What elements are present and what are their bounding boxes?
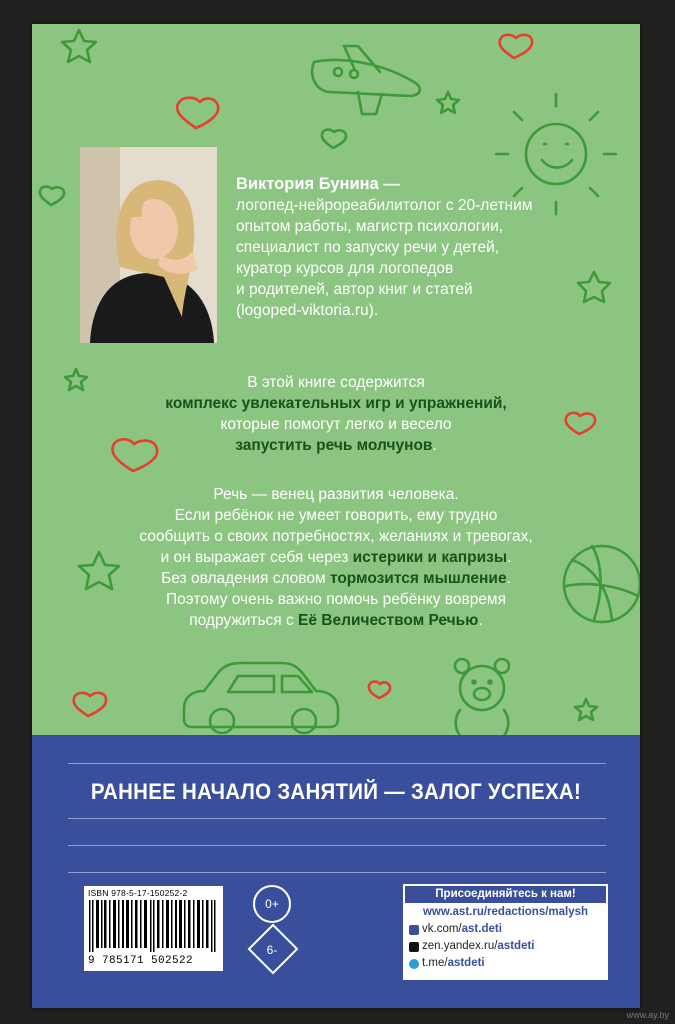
bio-line: опытом работы, магистр психологии, [236,218,504,235]
divider [68,845,606,846]
social-links-box [403,884,608,980]
book-description: В этой книге содержится комплекс увлекательных игр и упражнений, которые помогут легко и весело запустить речь молчунов. [165,374,507,454]
vk-icon [409,925,419,935]
heart-icon [74,693,106,716]
airplane-icon [312,46,420,114]
zen-link[interactable]: zen.yandex.ru/ astdeti [405,938,606,955]
book-back-cover [32,24,640,1008]
divider [68,763,606,764]
ean-number: 9 785171 502522 [88,955,194,967]
toy-car-icon [184,663,338,733]
watermark: www.ay.by [626,1010,669,1020]
divider [68,872,606,873]
telegram-icon [409,959,419,969]
telegram-link[interactable]: t.me/ astdeti [405,955,606,972]
blue-footer-band [32,735,640,1008]
bio-line: логопед-нейрореабилитолог с 20-летним [236,197,533,214]
website-link[interactable]: www.ast.ru/redactions/malysh [422,906,589,918]
age-rating-badge: 6- [266,943,278,957]
isbn-barcode [84,886,223,971]
heart-icon [369,682,390,698]
bio-line: куратор курсов для логопедов [236,260,454,277]
bio-line: и родителей, автор книг и статей [236,281,473,298]
heart-icon [322,130,346,148]
teddy-bear-icon [455,659,509,738]
divider [68,818,606,819]
join-us-title: Присоединяйтесь к нам! [405,886,606,903]
author-photo [80,147,217,343]
bio-line: специалист по запуску речи у детей, [236,239,500,256]
author-bio: Виктория Бунина — логопед-нейрореабилитолог с 20-летним опытом работы, магистр психологии, специалист по запуску речи у детей, куратор курсов для логопедов и родителей, автор книг и статей (logoped-viktoria.ru). [236,174,632,321]
star-icon [62,30,96,62]
zen-icon [409,942,419,952]
isbn-number: ISBN 978-5-17-150252-2 [88,888,188,898]
slogan: РАННЕЕ НАЧАЛО ЗАНЯТИЙ — ЗАЛОГ УСПЕХА! [90,779,582,804]
age-rating-badge: 0+ [253,885,291,923]
bio-line: (logoped-viktoria.ru). [236,302,379,319]
heart-icon [40,187,64,205]
speech-importance-text: Речь — венец развития человека. Если ребёнок не умеет говорить, ему трудно сообщить о своих потребностях, желаниях и тревогах, и он выражает себя через истерики и капризы. Без овладения словом тормозится мышление. Поэтому очень важно помочь ребёнку вовремя подружиться с Её Величеством Речью. [139,486,533,629]
star-icon [575,699,597,720]
author-name: Виктория Бунина [236,175,379,193]
barcode-bars [89,900,217,952]
heart-icon [500,35,532,58]
heart-icon [177,98,218,128]
vk-link[interactable]: vk.com/ ast.deti [405,921,606,938]
star-icon [437,92,459,113]
